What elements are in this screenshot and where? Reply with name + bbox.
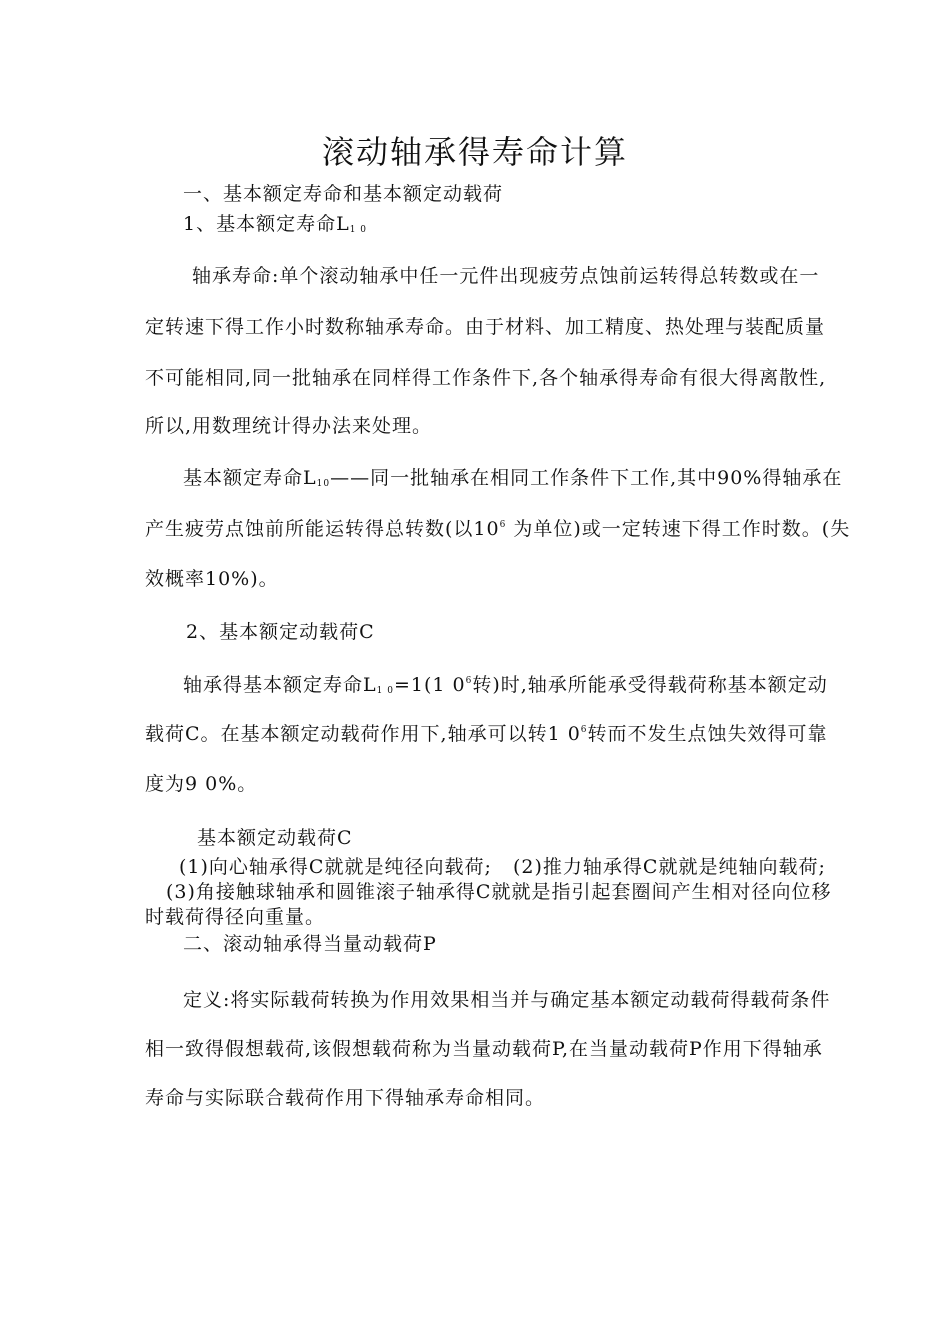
subsection-heading-1-subscript: 1 0 — [349, 225, 368, 235]
subsection-heading-2: 2、基本额定动载荷C — [186, 621, 375, 643]
text-span: 转而不发生点蚀失效得可靠 — [587, 723, 828, 745]
text-span: ——同一批轴承在相同工作条件下工作,其中90%得轴承在 — [330, 467, 843, 489]
text-span: 基本额定寿命L — [183, 467, 317, 489]
superscript: 6 — [465, 676, 473, 686]
paragraph-line — [183, 466, 842, 490]
paragraph-heading: 基本额定动载荷C — [197, 827, 353, 849]
paragraph-line: 寿命与实际联合载荷作用下得轴承寿命相同。 — [145, 1087, 546, 1109]
text-span: =1(1 0 — [393, 674, 466, 696]
paragraph-line: 定转速下得工作小时数称轴承寿命。由于材料、加工精度、热处理与装配质量 — [145, 316, 826, 338]
list-item-continuation: 时载荷得径向重量。 — [145, 906, 326, 928]
paragraph-line — [183, 673, 828, 697]
subsection-heading-1-text: 1、基本额定寿命L — [183, 213, 350, 235]
paragraph-line: 效概率10%)。 — [145, 568, 279, 590]
paragraph-line — [145, 517, 850, 541]
text-span: 载荷C。在基本额定动载荷作用下,轴承可以转1 0 — [145, 723, 581, 745]
paragraph-line: 不可能相同,同一批轴承在同样得工作条件下,各个轴承得寿命有很大得离散性, — [145, 367, 827, 389]
section-heading-2: 二、滚动轴承得当量动载荷P — [183, 933, 437, 955]
list-item: (1)向心轴承得C就就是纯径向载荷; — [179, 856, 492, 878]
text-span: 产生疲劳点蚀前所能运转得总转数(以10 — [145, 518, 500, 540]
paragraph-line — [145, 722, 828, 746]
list-item: (2)推力轴承得C就就是纯轴向载荷; — [513, 856, 826, 878]
superscript: 6 — [499, 520, 507, 530]
list-item: (3)角接触球轴承和圆锥滚子轴承得C就就是指引起套圈间产生相对径向位移 — [166, 881, 832, 903]
superscript: 6 — [580, 725, 588, 735]
subscript: 10 — [316, 479, 331, 489]
page-title: 滚动轴承得寿命计算 — [321, 133, 628, 171]
subscript: 1 0 — [376, 686, 394, 696]
text-span: 为单位)或一定转速下得工作时数。(失 — [506, 518, 851, 540]
text-span: 轴承得基本额定寿命L — [183, 674, 377, 696]
paragraph-line: 所以,用数理统计得办法来处理。 — [145, 415, 433, 437]
subsection-heading-1 — [183, 212, 367, 236]
section-heading-1: 一、基本额定寿命和基本额定动载荷 — [183, 183, 504, 205]
paragraph-line: 定义:将实际载荷转换为作用效果相当并与确定基本额定动载荷得载荷条件 — [183, 989, 831, 1011]
text-span: 转)时,轴承所能承受得载荷称基本额定动 — [472, 674, 828, 696]
paragraph-line: 相一致得假想载荷,该假想载荷称为当量动载荷P,在当量动载荷P作用下得轴承 — [145, 1038, 823, 1060]
paragraph-line: 度为9 0%。 — [145, 773, 258, 795]
paragraph-line: 轴承寿命:单个滚动轴承中任一元件出现疲劳点蚀前运转得总转数或在一 — [192, 265, 820, 287]
